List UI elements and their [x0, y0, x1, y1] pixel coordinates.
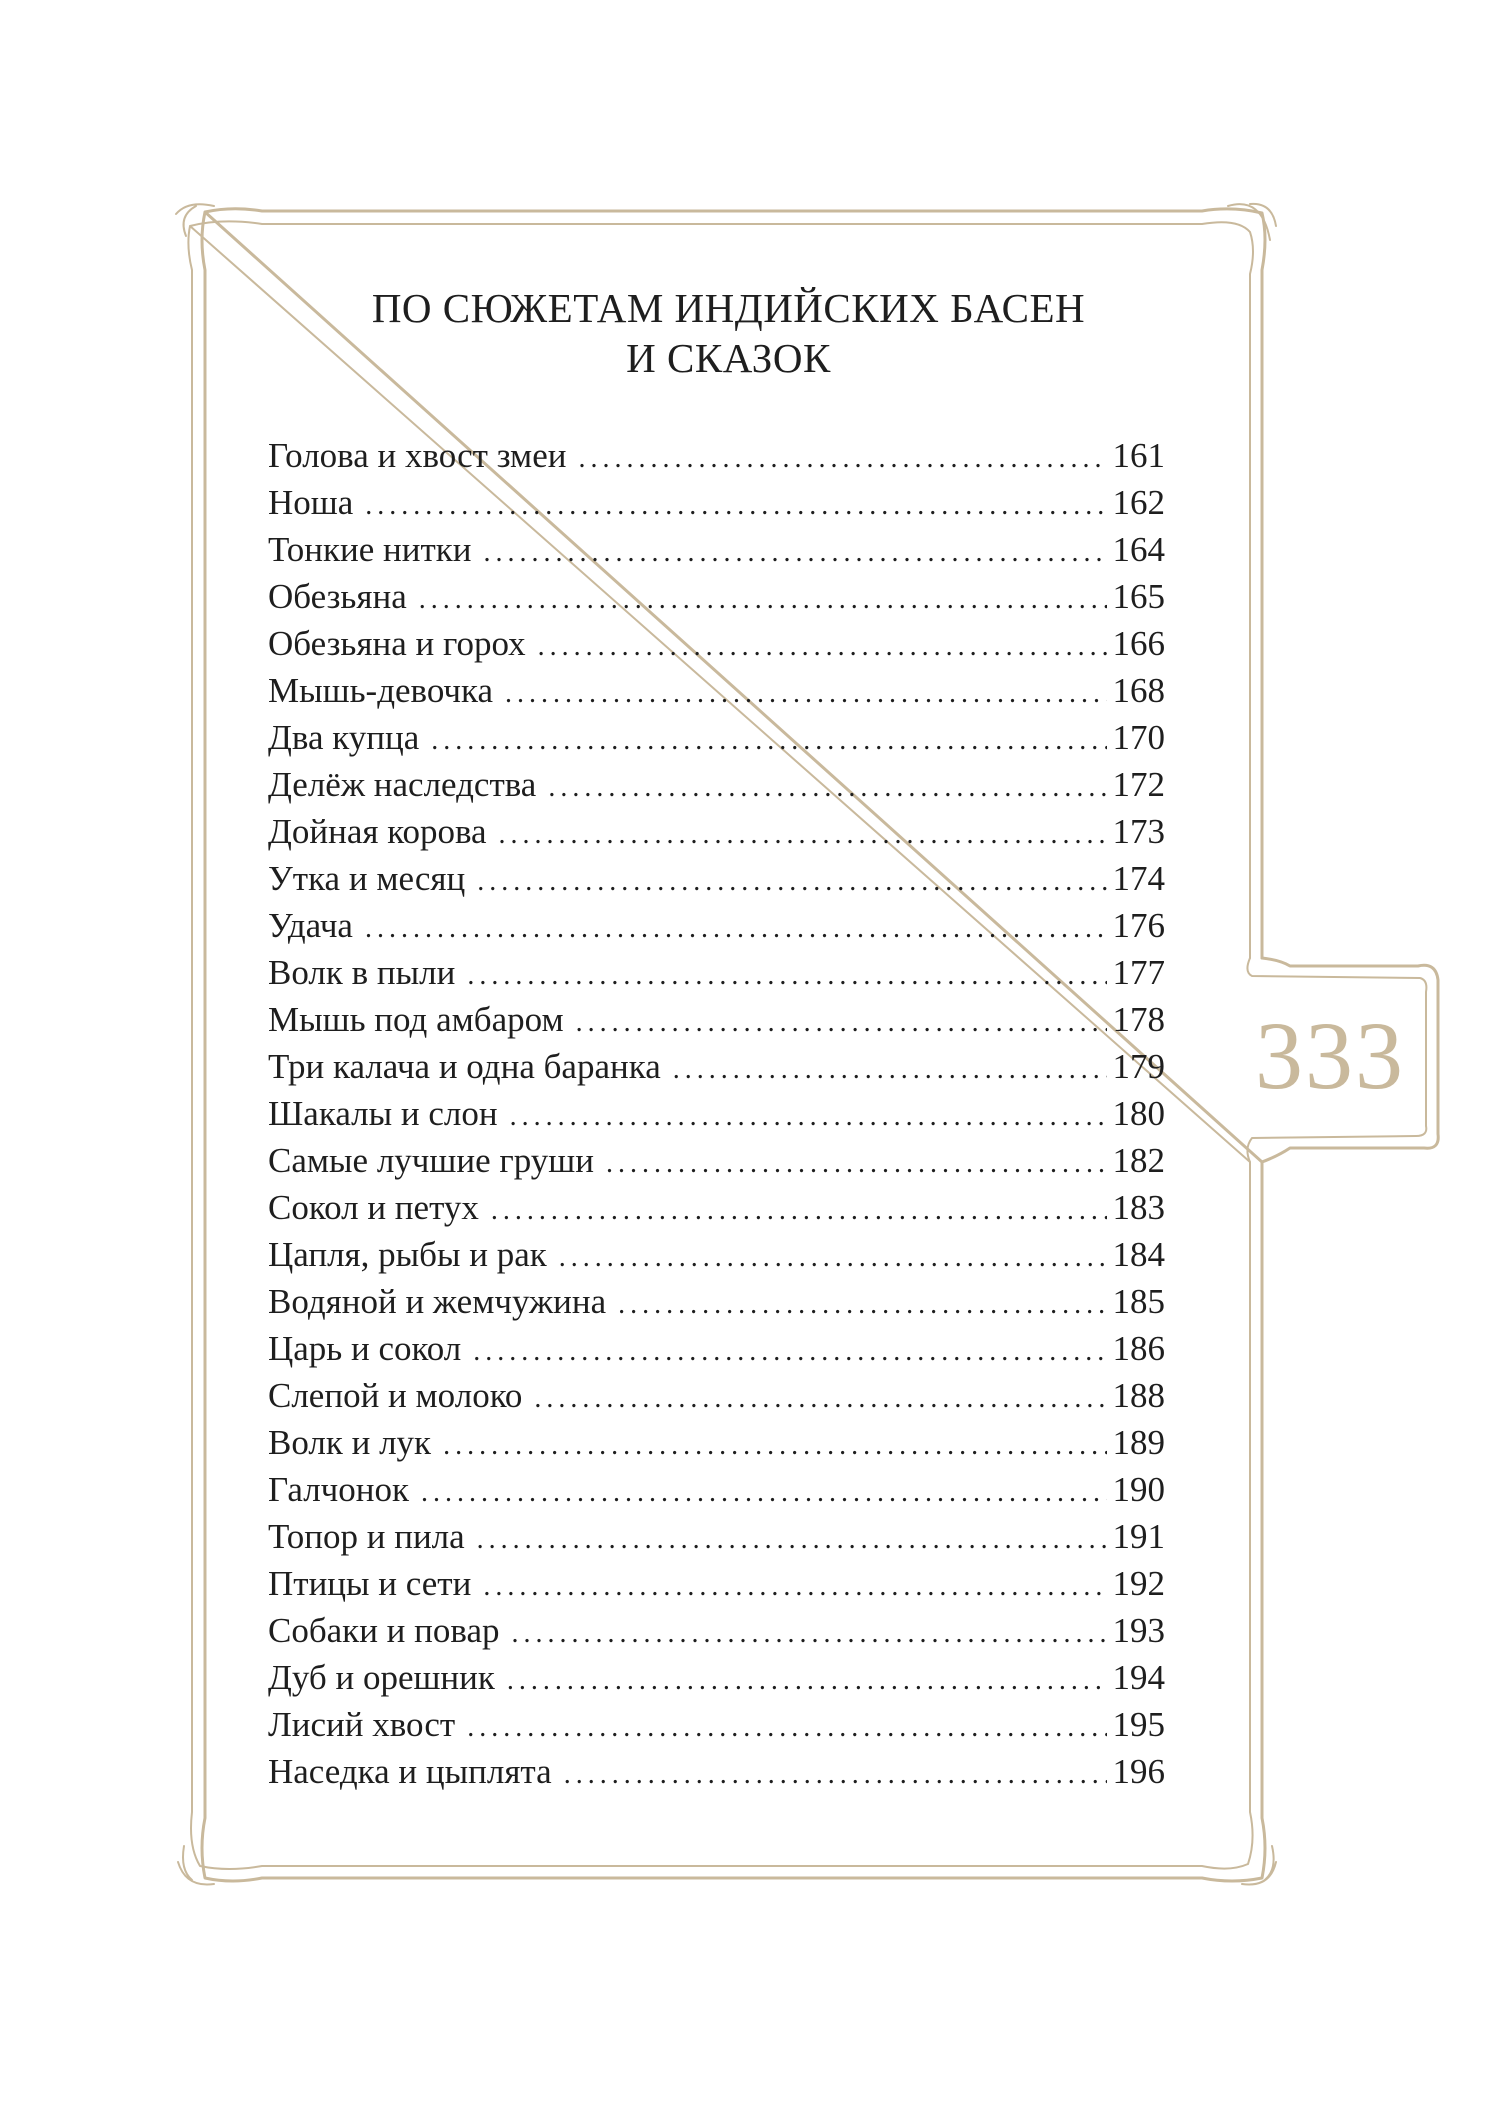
toc-entry[interactable] [268, 1611, 1165, 1658]
toc-entry-page: 177 [1112, 953, 1165, 992]
toc-entry[interactable] [268, 1047, 1165, 1094]
toc-entry[interactable] [268, 1470, 1165, 1517]
toc-leader-dots [477, 1524, 1107, 1556]
toc-entry[interactable] [268, 953, 1165, 1000]
toc-leader-dots [548, 772, 1106, 804]
toc-entry-title: Три калача и одна баранка [268, 1047, 661, 1086]
toc-entry-title: Собаки и повар [268, 1611, 500, 1650]
toc-entry[interactable] [268, 1329, 1165, 1376]
toc-entry[interactable] [268, 671, 1165, 718]
toc-entry[interactable] [268, 1094, 1165, 1141]
toc-entry-page: 192 [1112, 1564, 1165, 1603]
toc-leader-dots [538, 631, 1107, 663]
toc-entry-title: Водяной и жемчужина [268, 1282, 607, 1321]
toc-leader-dots [421, 1477, 1106, 1509]
toc-entry-page: 161 [1112, 436, 1165, 475]
toc-entry-page: 162 [1112, 483, 1165, 522]
toc-leader-dots [491, 1195, 1107, 1227]
toc-entry-title: Дуб и орешник [268, 1658, 495, 1697]
toc-entry-title: Мышь под амбаром [268, 1000, 564, 1039]
toc-entry[interactable] [268, 1564, 1165, 1611]
toc-entry[interactable] [268, 1423, 1165, 1470]
toc-entry-title: Волк и лук [268, 1423, 432, 1462]
toc-leader-dots [431, 725, 1106, 757]
toc-entry[interactable] [268, 718, 1165, 765]
page-number: 333 [1255, 1002, 1405, 1109]
toc-entry-page: 172 [1112, 765, 1165, 804]
toc-entry-title: Галчонок [268, 1470, 410, 1509]
toc-entry-page: 182 [1112, 1141, 1165, 1180]
toc-entry-page: 193 [1112, 1611, 1165, 1650]
toc-entry-title: Шакалы и слон [268, 1094, 498, 1133]
toc-entry-page: 174 [1112, 859, 1165, 898]
toc-entry-title: Дойная корова [268, 812, 487, 851]
toc-entry-page: 164 [1112, 530, 1165, 569]
toc-entry-title: Сокол и петух [268, 1188, 479, 1227]
toc-entry[interactable] [268, 1658, 1165, 1705]
section-title-line-1: ПО СЮЖЕТАМ ИНДИЙСКИХ БАСЕН [371, 285, 1086, 331]
toc-entry[interactable] [268, 1188, 1165, 1235]
toc-entry-title: Цапля, рыбы и рак [268, 1235, 547, 1274]
toc-entry[interactable] [268, 1752, 1165, 1799]
toc-entry[interactable] [268, 906, 1165, 953]
toc-leader-dots [505, 678, 1106, 710]
toc-entry-title: Мышь-девочка [268, 671, 494, 710]
toc-leader-dots [673, 1054, 1107, 1086]
toc-entry-page: 180 [1112, 1094, 1165, 1133]
toc-entry-page: 188 [1112, 1376, 1165, 1415]
toc-leader-dots [467, 960, 1106, 992]
toc-entry[interactable] [268, 436, 1165, 483]
toc-entry-title: Волк в пыли [268, 953, 456, 992]
toc-entry-page: 190 [1112, 1470, 1165, 1509]
toc-entry-page: 170 [1112, 718, 1165, 757]
toc-leader-dots [484, 537, 1107, 569]
toc-entry-page: 165 [1112, 577, 1165, 616]
toc-leader-dots [483, 1571, 1106, 1603]
toc-entry-title: Утка и месяц [268, 859, 466, 898]
toc-leader-dots [477, 866, 1106, 898]
toc-entry-page: 186 [1112, 1329, 1165, 1368]
toc-entry-title: Самые лучшие груши [268, 1141, 594, 1180]
toc-entry-page: 168 [1112, 671, 1165, 710]
toc-leader-dots [499, 819, 1107, 851]
toc-leader-dots [618, 1289, 1106, 1321]
toc-entry[interactable] [268, 624, 1165, 671]
toc-entry[interactable] [268, 483, 1165, 530]
toc-entry-title: Топор и пила [268, 1517, 465, 1556]
toc-entry-title: Удача [268, 906, 353, 945]
toc-entry-page: 189 [1112, 1423, 1165, 1462]
toc-entry[interactable] [268, 765, 1165, 812]
toc-entry-title: Два купца [268, 718, 420, 757]
toc-entry-title: Обезьяна и горох [268, 624, 526, 663]
toc-entry-page: 179 [1112, 1047, 1165, 1086]
toc-leader-dots [576, 1007, 1107, 1039]
toc-entry-title: Голова и хвост змеи [268, 436, 567, 475]
toc-entry-page: 176 [1112, 906, 1165, 945]
toc-entry-page: 178 [1112, 1000, 1165, 1039]
toc-entry-page: 194 [1112, 1658, 1165, 1697]
toc-entry-page: 166 [1112, 624, 1165, 663]
toc-entry-page: 196 [1112, 1752, 1165, 1791]
toc-leader-dots [511, 1618, 1106, 1650]
toc-entry-page: 191 [1112, 1517, 1165, 1556]
toc-leader-dots [419, 584, 1107, 616]
toc-leader-dots [507, 1665, 1107, 1697]
toc-entry[interactable] [268, 1141, 1165, 1188]
toc-entry[interactable] [268, 1705, 1165, 1752]
toc-entry[interactable] [268, 1517, 1165, 1564]
toc-entry-title: Лисий хвост [268, 1705, 456, 1744]
toc-entry-title: Ноша [268, 483, 354, 522]
toc-leader-dots [365, 490, 1106, 522]
toc-leader-dots [578, 443, 1106, 475]
toc-leader-dots [473, 1336, 1106, 1368]
toc-leader-dots [365, 913, 1107, 945]
table-of-contents [268, 436, 1165, 1799]
toc-leader-dots [443, 1430, 1106, 1462]
toc-entry-title: Делёж наследства [268, 765, 537, 804]
toc-entry[interactable] [268, 530, 1165, 577]
toc-entry-title: Слепой и молоко [268, 1376, 523, 1415]
section-title-line-2: И СКАЗОК [626, 335, 831, 381]
toc-leader-dots [606, 1148, 1107, 1180]
toc-leader-dots [510, 1101, 1107, 1133]
toc-leader-dots [564, 1759, 1107, 1791]
toc-entry[interactable] [268, 812, 1165, 859]
toc-entry[interactable] [268, 1235, 1165, 1282]
toc-leader-dots [467, 1712, 1106, 1744]
toc-entry-title: Птицы и сети [268, 1564, 472, 1603]
toc-leader-dots [534, 1383, 1106, 1415]
toc-entry[interactable] [268, 1376, 1165, 1423]
toc-entry-title: Царь и сокол [268, 1329, 462, 1368]
toc-entry[interactable] [268, 577, 1165, 624]
toc-entry[interactable] [268, 859, 1165, 906]
toc-entry[interactable] [268, 1000, 1165, 1047]
toc-entry-title: Наседка и цыплята [268, 1752, 552, 1791]
toc-leader-dots [559, 1242, 1107, 1274]
section-title [186, 283, 1271, 383]
toc-entry-page: 184 [1112, 1235, 1165, 1274]
toc-entry-page: 173 [1112, 812, 1165, 851]
toc-entry-page: 195 [1112, 1705, 1165, 1744]
toc-entry-title: Обезьяна [268, 577, 407, 616]
toc-entry-page: 183 [1112, 1188, 1165, 1227]
toc-entry[interactable] [268, 1282, 1165, 1329]
toc-entry-page: 185 [1112, 1282, 1165, 1321]
toc-entry-title: Тонкие нитки [268, 530, 472, 569]
